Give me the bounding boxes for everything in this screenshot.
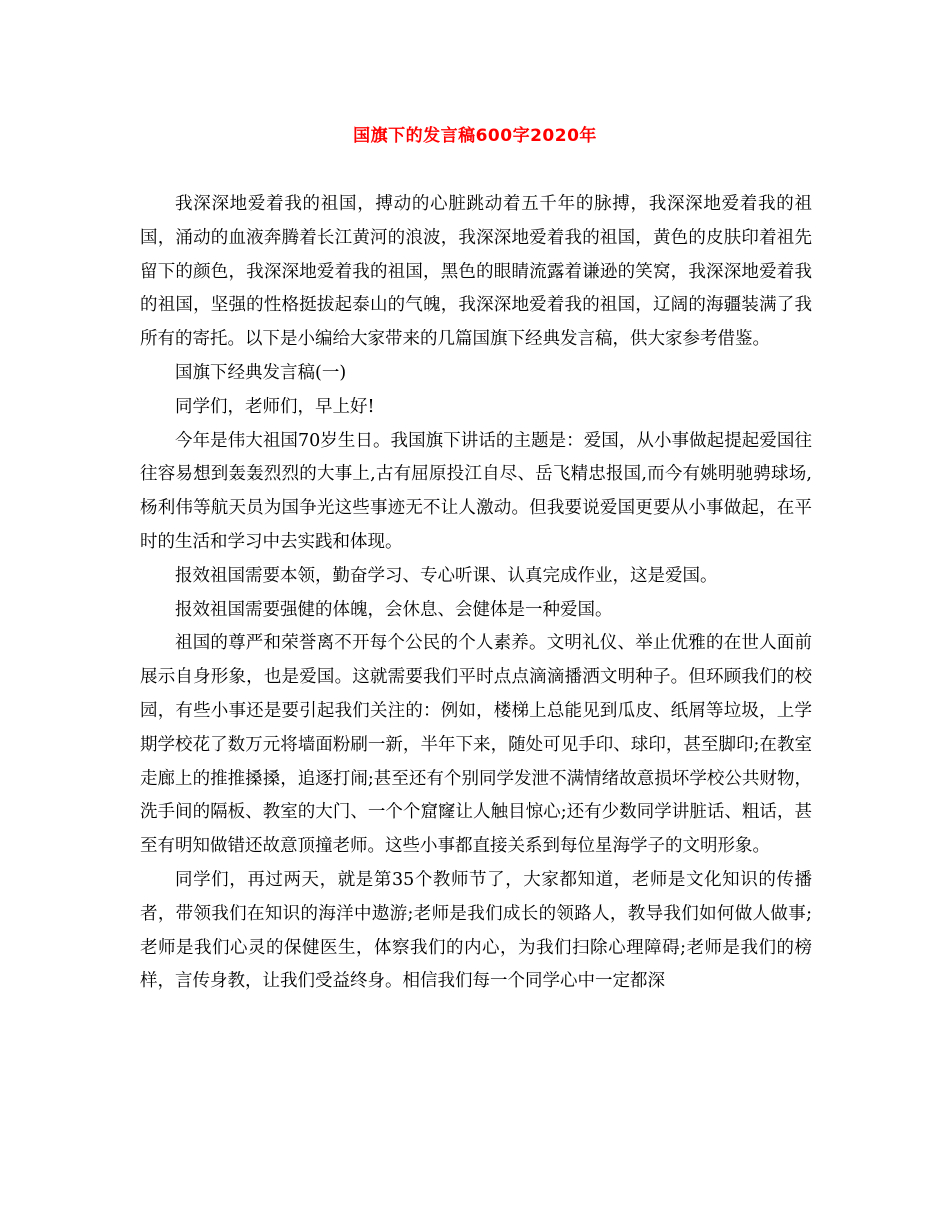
greeting-paragraph: 同学们，老师们，早上好! xyxy=(175,396,375,417)
section-heading: 国旗下经典发言稿(一) xyxy=(175,362,347,383)
body-paragraph: 今年是伟大祖国70岁生日。我国旗下讲话的主题是：爱国，从小事做起提起爱国往往容易想到轰轰烈烈的大事上,古有屈原投江自尽、岳飞精忠报国,而今有姚明驰骋球场,杨利伟等航天员为国争光这些事迹无不让人激动。但我要说爱国更要从小事做起，在平时的生活和学习中去实践和体现。 xyxy=(140,430,812,552)
body-paragraph: 报效祖国需要强健的体魄，会休息、会健体是一种爱国。 xyxy=(175,599,613,620)
document-title: 国旗下的发言稿600字2020年 xyxy=(353,126,597,146)
intro-paragraph: 我深深地爱着我的祖国，搏动的心脏跳动着五千年的脉搏，我深深地爱着我的祖国，涌动的血液奔腾着长江黄河的浪波，我深深地爱着我的祖国，黄色的皮肤印着祖先留下的颜色，我深深地爱着我的祖国，黑色的眼睛流露着谦逊的笑窝，我深深地爱着我的祖国，坚强的性格挺拔起泰山的气魄，我深深地爱着我的祖国，辽阔的海疆装满了我所有的寄托。以下是小编给大家带来的几篇国旗下经典发言稿，供大家参考借鉴。 xyxy=(140,194,812,350)
document-body xyxy=(140,188,812,999)
body-paragraph: 同学们，再过两天，就是第35个教师节了，大家都知道，老师是文化知识的传播者，带领我们在知识的海洋中遨游;老师是我们成长的领路人，教导我们如何做人做事;老师是我们心灵的保健医生，体察我们的内心，为我们扫除心理障碍;老师是我们的榜样，言传身教，让我们受益终身。相信我们每一个同学心中一定都深 xyxy=(140,869,812,992)
body-paragraph: 祖国的尊严和荣誉离不开每个公民的个人素养。文明礼仪、举止优雅的在世人面前展示自身形象，也是爱国。这就需要我们平时点点滴滴播洒文明种子。但环顾我们的校园，有些小事还是要引起我们关注的：例如，楼梯上总能见到瓜皮、纸屑等垃圾，上学期学校花了数万元将墙面粉刷一新，半年下来，随处可见手印、球印，甚至脚印;在教室走廊上的推推搡搡，追逐打闹;甚至还有个别同学发泄不满情绪故意损坏学校公共财物，洗手间的隔板、教室的大门、一个个窟窿让人触目惊心;还有少数同学讲脏话、粗话，甚至有明知做错还故意顶撞老师。这些小事都直接关系到每位星海学子的文明形象。 xyxy=(140,633,812,857)
body-paragraph: 报效祖国需要本领，勤奋学习、专心听课、认真完成作业，这是爱国。 xyxy=(175,565,718,586)
